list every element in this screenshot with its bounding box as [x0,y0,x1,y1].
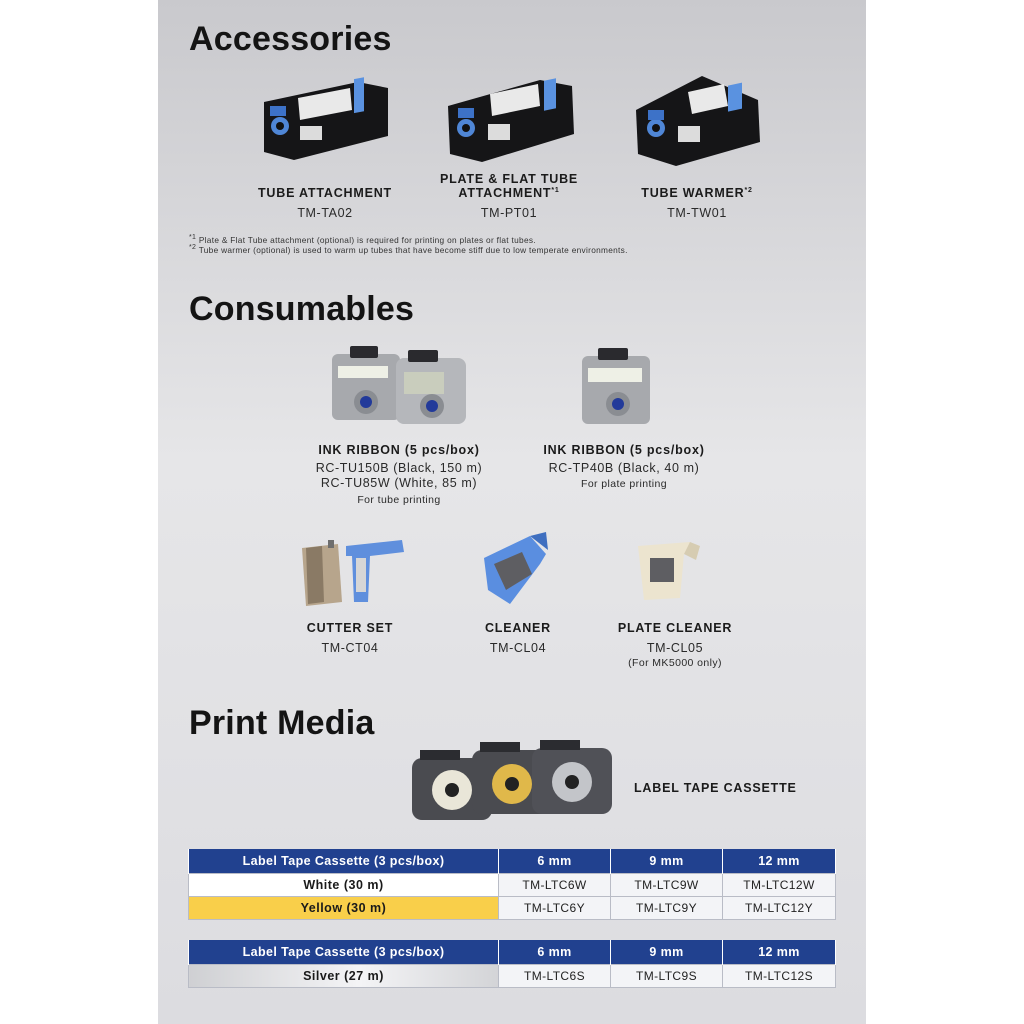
table-cell: TM-LTC6S [499,965,611,988]
footnote-mark-1: *1 [551,186,560,194]
cutter-set-code: TM-CT04 [321,641,379,655]
cleaner-image [480,530,550,608]
header-cell: Label Tape Cassette (3 pcs/box) [189,940,499,965]
table-cell: TM-LTC6W [499,874,611,897]
plate-cleaner-name: PLATE CLEANER [617,621,733,635]
ink-ribbon-plate-name: INK RIBBON (5 pcs/box) [543,443,705,457]
cleaner-name: CLEANER [484,621,552,635]
table-row [189,897,836,920]
header-cell: 12 mm [723,849,836,874]
header-cell: 12 mm [723,940,836,965]
table-cell: TM-LTC12S [723,965,836,988]
footnote-2-mark: *2 [189,244,197,251]
plate-cleaner-note: (For MK5000 only) [628,657,722,669]
table-cell: TM-LTC12W [723,874,836,897]
footnote-mark-2: *2 [744,186,753,194]
table-header-row [189,849,836,874]
plate-cleaner-code: TM-CL05 [646,641,704,655]
table-row [189,874,836,897]
table-cell: TM-LTC9Y [611,897,723,920]
ink-ribbon-plate-note: For plate printing [581,478,667,490]
table-cell: TM-LTC12Y [723,897,836,920]
cutter-set-image [298,536,410,610]
ink-ribbon-tube-note: For tube printing [357,494,441,506]
print-media-title: Print Media [189,704,375,742]
plate-flat-tube-attachment-image [444,76,579,168]
plate-flat-tube-attachment-code: TM-PT01 [480,206,538,220]
ink-ribbon-plate-image [578,346,654,432]
table-cell: TM-LTC9W [611,874,723,897]
label-tape-table-1 [188,849,836,920]
tube-attachment-code: TM-TA02 [297,206,353,220]
header-cell: 6 mm [499,940,611,965]
label-tape-table-2 [188,940,836,988]
ink-ribbon-tube-code-2: RC-TU85W (White, 85 m) [320,476,478,490]
plate-flat-tube-attachment-name-line1: PLATE & FLAT TUBE [439,172,579,186]
tube-warmer-image [632,70,764,170]
table-row [189,965,836,988]
footnote-2-text: Tube warmer (optional) is used to warm up tubes that have become stiff due to low temperate environments. [198,244,628,255]
table-cell: TM-LTC9S [611,965,723,988]
tube-warmer-name [612,186,782,200]
footnote-2 [189,244,628,255]
header-cell: Label Tape Cassette (3 pcs/box) [189,849,499,874]
label-tape-cassette-image [408,740,620,826]
plate-flat-tube-attachment-name-line2 [424,186,594,200]
header-cell: 9 mm [611,849,723,874]
footnote-1-mark: *1 [189,234,197,241]
footnote-1-text: Plate & Flat Tube attachment (optional) is required for printing on plates or flat tubes. [198,234,536,245]
row-label: Silver (27 m) [189,965,499,988]
tube-warmer-label: TUBE WARMER [641,186,745,200]
ink-ribbon-tube-name: INK RIBBON (5 pcs/box) [318,443,480,457]
consumables-title: Consumables [189,290,415,328]
ink-ribbon-tube-code-1: RC-TU150B (Black, 150 m) [315,461,483,475]
plate-cleaner-image [634,540,704,604]
catalog-page [158,0,866,1024]
tube-attachment-image [258,76,393,168]
row-label: White (30 m) [189,874,499,897]
accessories-title: Accessories [189,20,392,58]
row-label: Yellow (30 m) [189,897,499,920]
tube-warmer-code: TM-TW01 [667,206,727,220]
cutter-set-name: CUTTER SET [306,621,394,635]
ink-ribbon-tube-image [328,346,470,432]
header-cell: 6 mm [499,849,611,874]
table-header-row [189,940,836,965]
cleaner-code: TM-CL04 [489,641,547,655]
ink-ribbon-plate-code: RC-TP40B (Black, 40 m) [548,461,700,475]
tube-attachment-name: TUBE ATTACHMENT [258,186,392,200]
header-cell: 9 mm [611,940,723,965]
table-cell: TM-LTC6Y [499,897,611,920]
plate-flat-tube-attachment-label: ATTACHMENT [458,186,552,200]
label-tape-cassette-name: LABEL TAPE CASSETTE [634,781,797,795]
